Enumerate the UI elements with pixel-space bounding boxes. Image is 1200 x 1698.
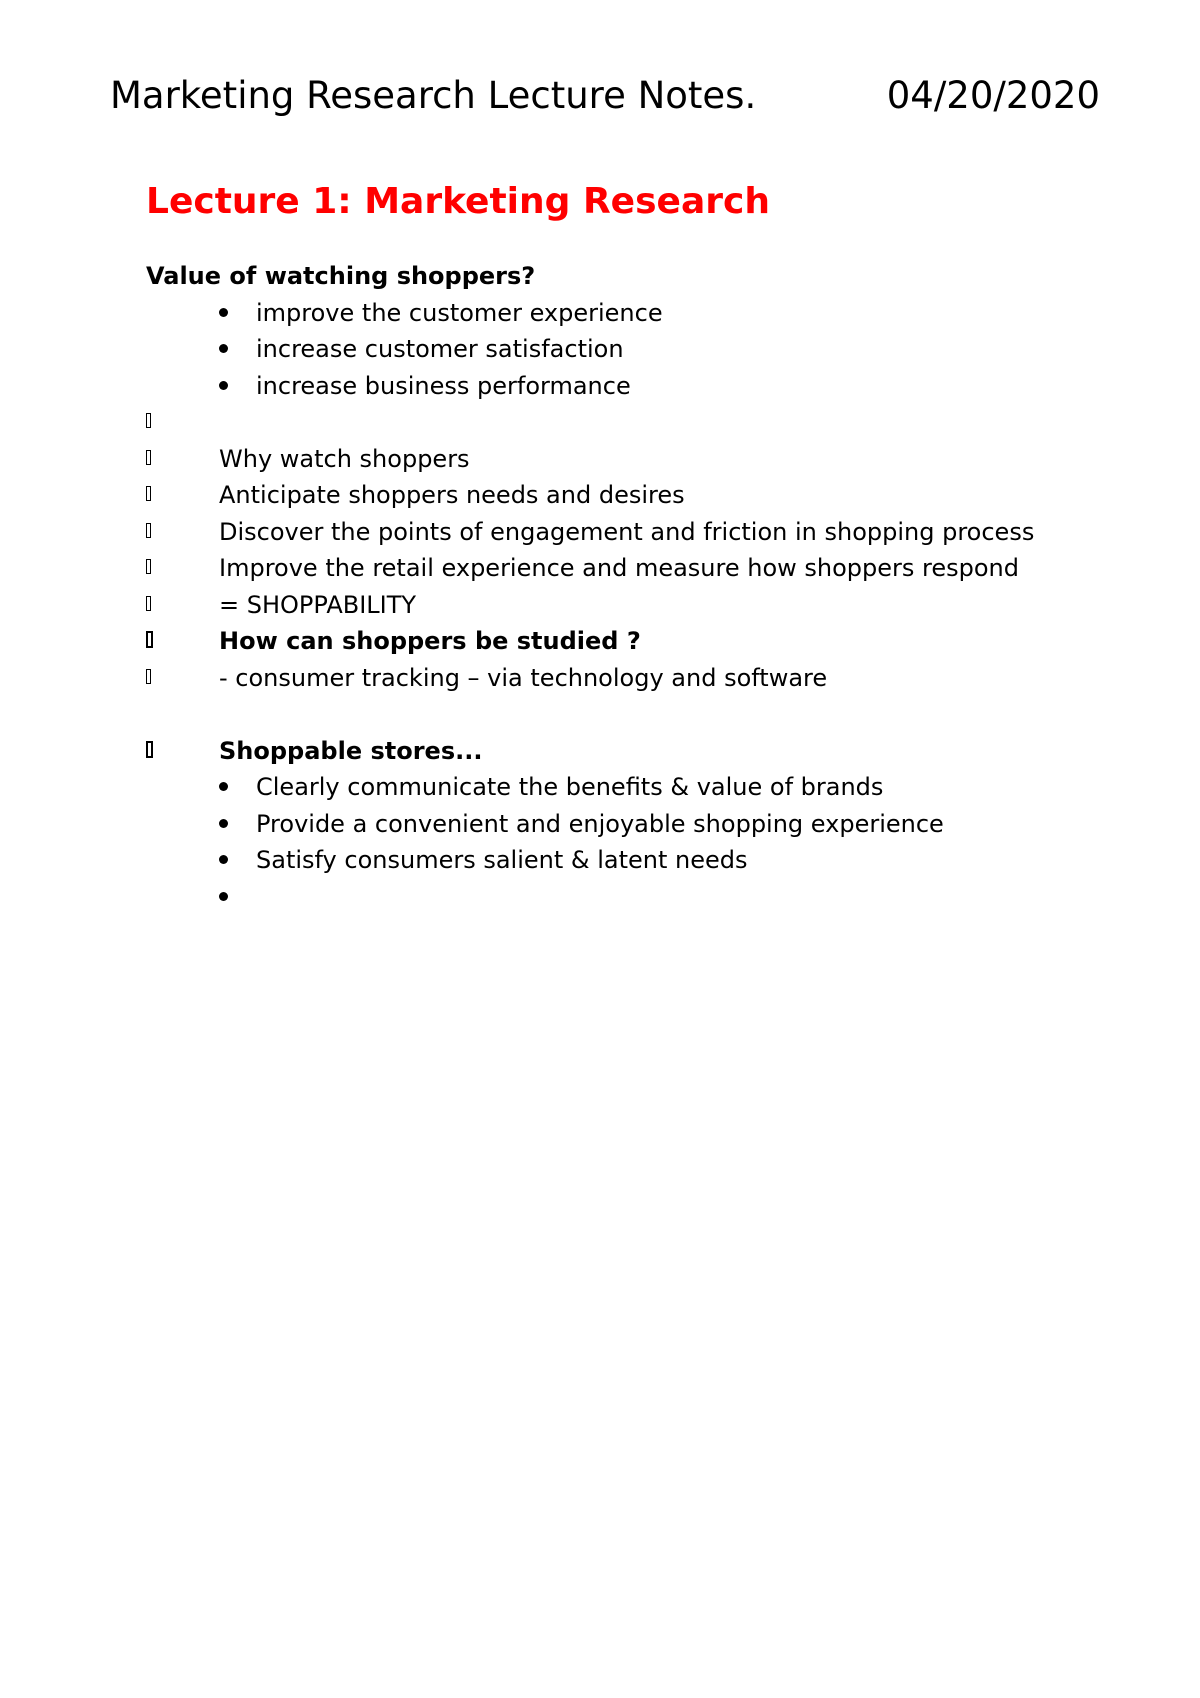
missing-glyph-icon — [146, 486, 151, 501]
list-item: = SHOPPABILITY — [146, 587, 1096, 624]
bullet-icon — [219, 892, 228, 901]
spacer — [146, 696, 1096, 733]
section-heading-value: Value of watching shoppers? — [146, 262, 536, 290]
list-item: Satisfy consumers salient & latent needs — [146, 842, 1096, 879]
bullet-icon — [219, 782, 228, 791]
list-item: - consumer tracking – via technology and software — [146, 660, 1096, 697]
list-item — [146, 404, 1096, 441]
bullet-icon — [219, 308, 228, 317]
list-item: increase business performance — [146, 368, 1096, 405]
bullet-icon — [219, 344, 228, 353]
document-date: 04/20/2020 — [886, 74, 1100, 117]
list-item: Why watch shoppers — [146, 441, 1096, 478]
section-heading-stores: Shoppable stores... — [146, 733, 1096, 770]
missing-glyph-icon — [146, 523, 151, 538]
list-item: Clearly communicate the benefits & value of brands — [146, 769, 1096, 806]
list-item: improve the customer experience — [146, 295, 1096, 332]
bullet-icon — [219, 819, 228, 828]
missing-glyph-icon — [146, 413, 151, 428]
missing-glyph-icon — [146, 669, 151, 684]
missing-glyph-icon — [146, 450, 151, 465]
lecture-title: Lecture 1: Marketing Research — [146, 181, 770, 222]
section-heading-study: How can shoppers be studied ? — [146, 623, 1096, 660]
missing-glyph-icon — [146, 559, 151, 574]
list-item: increase customer satisfaction — [146, 331, 1096, 368]
list-item — [146, 879, 1096, 916]
list-item: Anticipate shoppers needs and desires — [146, 477, 1096, 514]
bullet-icon — [219, 855, 228, 864]
list-item: Discover the points of engagement and friction in shopping process — [146, 514, 1096, 551]
document-title: Marketing Research Lecture Notes. — [110, 74, 757, 117]
list-item: Provide a convenient and enjoyable shopping experience — [146, 806, 1096, 843]
missing-glyph-icon — [146, 596, 151, 611]
missing-glyph-icon — [146, 741, 153, 758]
list-item: Improve the retail experience and measure how shoppers respond — [146, 550, 1096, 587]
bullet-icon — [219, 381, 228, 390]
missing-glyph-icon — [146, 631, 153, 648]
document-body — [146, 176, 1096, 915]
